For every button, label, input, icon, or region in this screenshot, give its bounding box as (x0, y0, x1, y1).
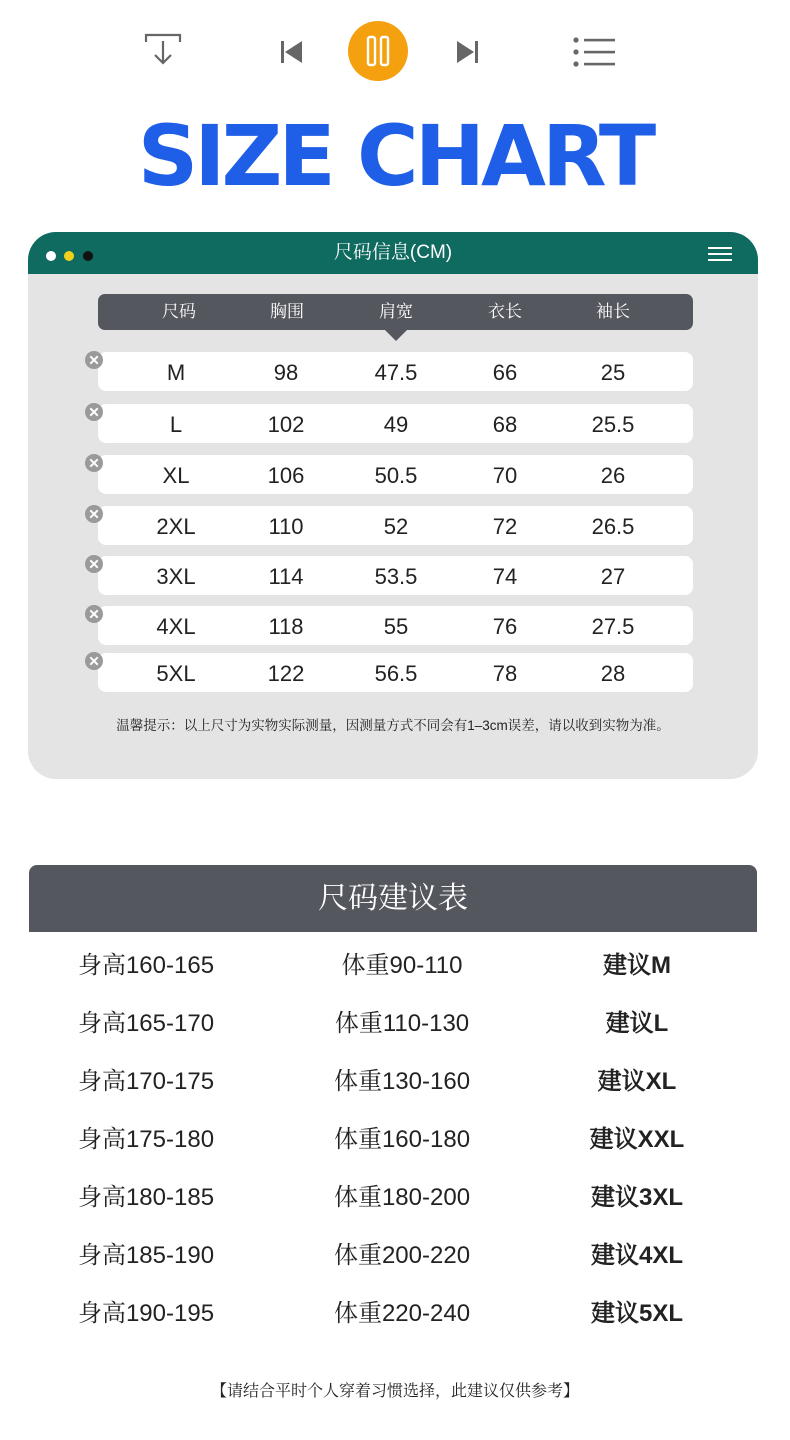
pause-icon (348, 21, 408, 81)
size-cell-shoulder: 52 (383, 514, 409, 539)
size-cell-sleeve: 28 (600, 661, 626, 686)
measurement-note: 温馨提示：以上尺寸为实物实际测量，因测量方式不同会有1–3cm误差，请以收到实物为准。 (116, 718, 670, 733)
recommendation-weight: 体重180-200 (333, 1184, 471, 1211)
size-cell-size: 2XL (156, 514, 196, 539)
column-header-size: 尺码 (162, 302, 196, 321)
size-cell-length: 76 (492, 614, 518, 639)
recommendation-weight: 体重160-180 (333, 1126, 471, 1153)
size-row (98, 556, 693, 595)
size-cell-shoulder: 56.5 (374, 661, 418, 686)
size-cell-chest: 118 (268, 614, 304, 639)
size-row (98, 606, 693, 645)
size-cell-length: 74 (492, 564, 518, 589)
recommendation-suggested-size: 建议3XL (590, 1184, 684, 1211)
header-pointer (385, 330, 407, 341)
size-cell-length: 66 (492, 360, 518, 385)
remove-icon[interactable] (84, 554, 104, 574)
size-cell-sleeve: 25.5 (591, 412, 635, 437)
remove-icon[interactable] (84, 504, 104, 524)
recommendation-height: 身高185-190 (77, 1242, 215, 1269)
size-cell-length: 70 (492, 463, 518, 488)
size-cell-size: L (169, 412, 183, 437)
size-cell-chest: 114 (268, 564, 304, 589)
size-cell-shoulder: 53.5 (374, 564, 418, 589)
size-cell-size: XL (162, 463, 190, 488)
recommendation-weight: 体重220-240 (333, 1300, 471, 1327)
window-title-bar (28, 232, 758, 274)
size-cell-chest: 98 (273, 360, 299, 385)
remove-icon[interactable] (84, 350, 104, 370)
size-cell-size: 5XL (156, 661, 196, 686)
size-cell-size: 4XL (156, 614, 196, 639)
size-table-header (98, 294, 693, 330)
column-header-shoulder: 肩宽 (379, 302, 413, 321)
recommendation-weight: 体重200-220 (333, 1242, 471, 1269)
recommendation-height: 身高170-175 (77, 1068, 215, 1095)
window-title: 尺码信息(CM) (333, 242, 453, 263)
size-cell-sleeve: 26 (600, 463, 626, 488)
recommendation-suggested-size: 建议XL (597, 1068, 677, 1095)
recommendation-weight: 体重110-130 (334, 1010, 470, 1037)
size-cell-shoulder: 55 (383, 614, 409, 639)
download-icon[interactable] (144, 32, 182, 70)
recommendation-height: 身高160-165 (77, 952, 215, 979)
size-cell-chest: 106 (267, 463, 305, 488)
column-header-sleeve: 袖长 (596, 302, 630, 321)
player-controls (0, 0, 790, 100)
size-row (98, 653, 693, 692)
headline: SIZE CHART (137, 107, 653, 205)
size-cell-length: 68 (492, 412, 518, 437)
recommendation-height: 身高175-180 (77, 1126, 215, 1153)
size-cell-sleeve: 26.5 (591, 514, 635, 539)
pause-button[interactable] (348, 21, 408, 81)
recommendation-suggested-size: 建议L (605, 1010, 669, 1037)
remove-icon[interactable] (84, 604, 104, 624)
menu-icon[interactable] (708, 247, 732, 261)
remove-icon[interactable] (84, 651, 104, 671)
size-cell-length: 72 (492, 514, 518, 539)
playlist-icon[interactable] (572, 36, 616, 68)
previous-track-icon[interactable] (280, 40, 304, 64)
recommendation-height: 身高180-185 (77, 1184, 215, 1211)
size-cell-sleeve: 27 (600, 564, 626, 589)
recommendation-suggested-size: 建议4XL (590, 1242, 684, 1269)
size-cell-shoulder: 49 (383, 412, 409, 437)
recommendation-title: 尺码建议表 (29, 865, 757, 932)
recommendation-suggested-size: 建议5XL (590, 1300, 684, 1327)
remove-icon[interactable] (84, 402, 104, 422)
recommendation-weight: 体重130-160 (333, 1068, 471, 1095)
recommendation-suggested-size: 建议XXL (589, 1126, 685, 1153)
size-info-window (28, 232, 758, 779)
remove-icon[interactable] (84, 453, 104, 473)
size-cell-chest: 110 (268, 514, 304, 539)
column-header-chest: 胸围 (270, 302, 304, 321)
size-row (98, 455, 693, 494)
size-row (98, 506, 693, 545)
column-header-length: 衣长 (488, 302, 522, 321)
size-row (98, 404, 693, 443)
size-cell-shoulder: 50.5 (374, 463, 418, 488)
next-track-icon[interactable] (455, 40, 479, 64)
recommendation-suggested-size: 建议M (603, 952, 671, 979)
size-cell-sleeve: 27.5 (591, 614, 635, 639)
recommendation-height: 身高165-170 (77, 1010, 215, 1037)
recommendation-height: 身高190-195 (77, 1300, 215, 1327)
size-cell-chest: 102 (267, 412, 305, 437)
size-cell-sleeve: 25 (600, 360, 626, 385)
size-cell-size: M (166, 360, 186, 385)
size-cell-chest: 122 (267, 661, 305, 686)
size-cell-size: 3XL (156, 564, 196, 589)
recommendation-footnote: 【请结合平时个人穿着习惯选择，此建议仅供参考】 (210, 1383, 579, 1400)
recommendation-weight: 体重90-110 (341, 952, 463, 979)
size-row (98, 352, 693, 391)
size-cell-shoulder: 47.5 (374, 360, 418, 385)
size-cell-length: 78 (492, 661, 518, 686)
